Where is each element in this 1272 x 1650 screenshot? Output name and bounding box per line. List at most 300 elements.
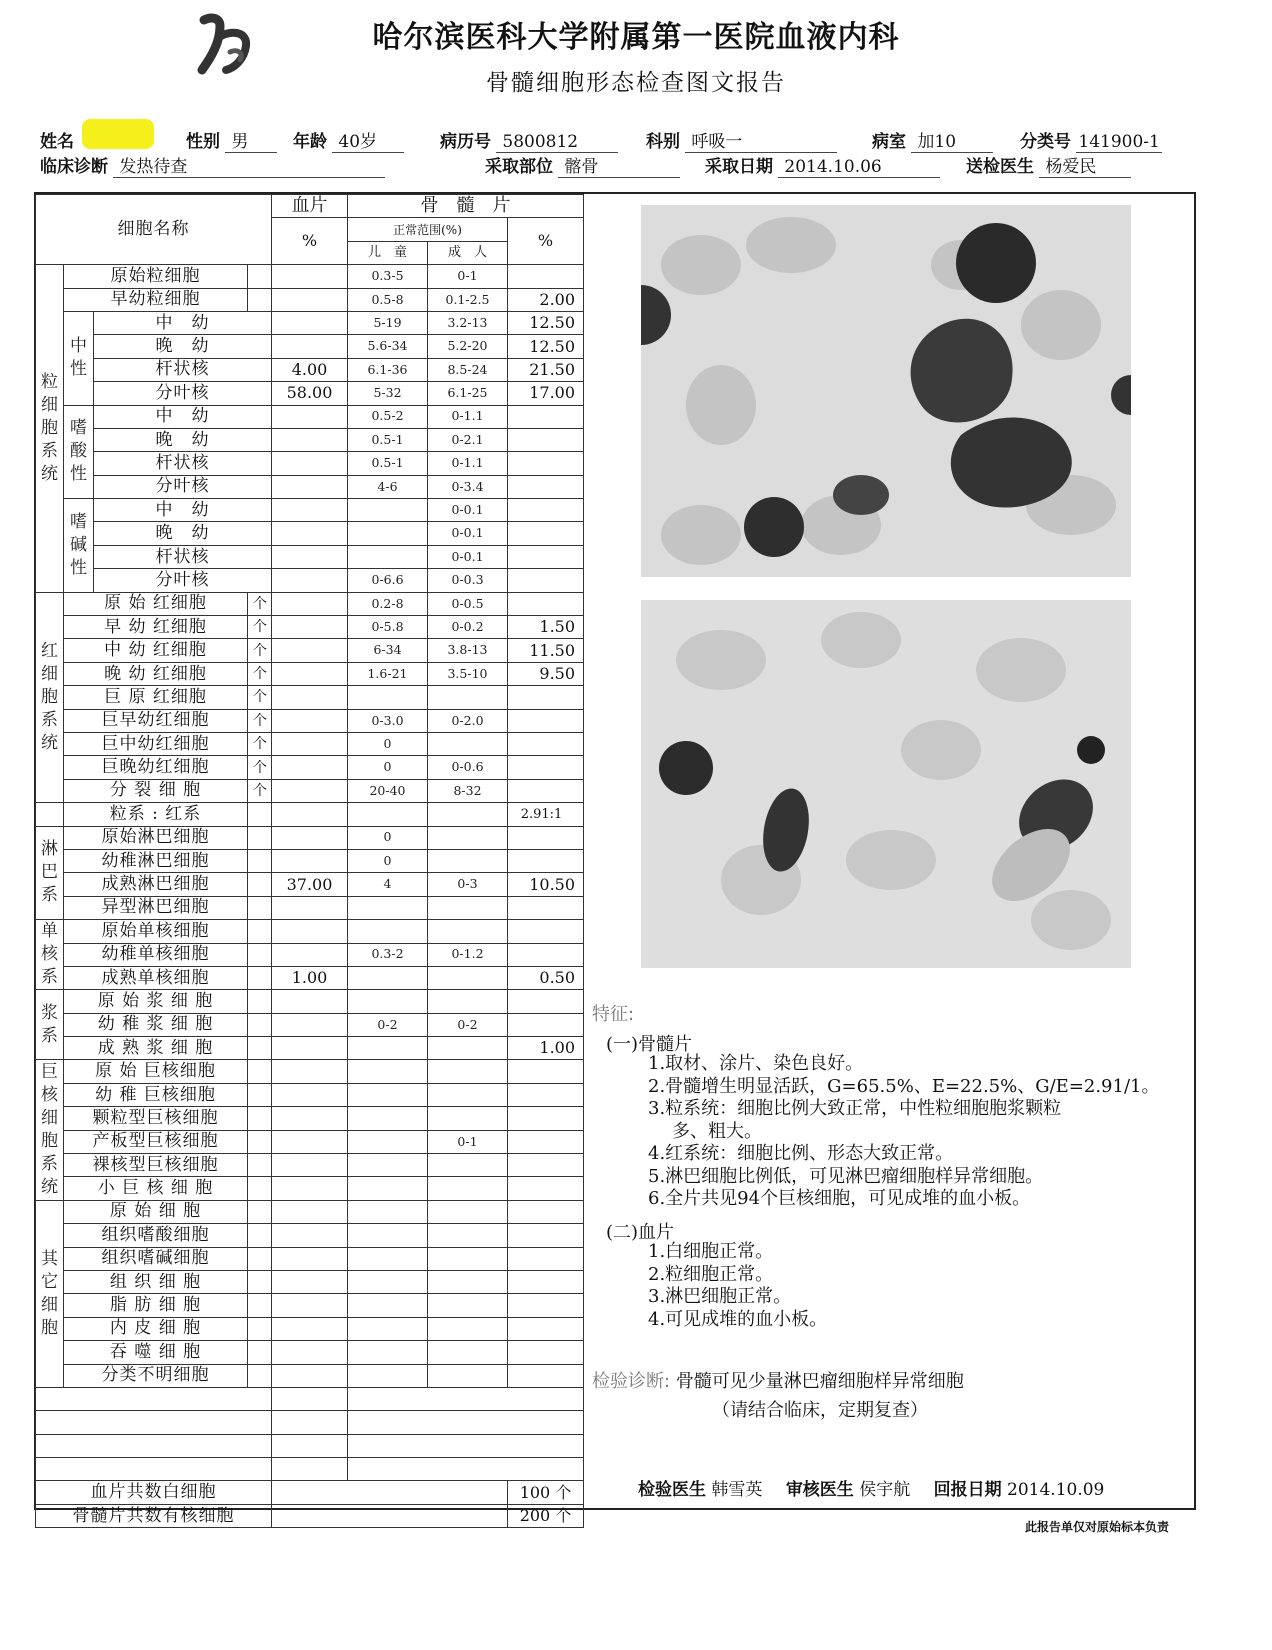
table-row bbox=[36, 1294, 584, 1317]
unit-cell bbox=[248, 966, 272, 989]
site-field bbox=[485, 152, 680, 178]
normal-adult: 0-1 bbox=[428, 265, 508, 288]
marrow-pct bbox=[508, 1294, 584, 1317]
table-row bbox=[36, 1224, 584, 1247]
normal-adult: 0-1.2 bbox=[428, 943, 508, 966]
unit-cell: 个 bbox=[248, 616, 272, 639]
normal-child: 5.6-34 bbox=[348, 335, 428, 358]
normal-adult bbox=[428, 966, 508, 989]
normal-adult bbox=[428, 826, 508, 849]
marrow-pct bbox=[508, 405, 584, 428]
table-row bbox=[36, 499, 584, 522]
table-row bbox=[36, 1037, 584, 1060]
unit-cell: 个 bbox=[248, 662, 272, 685]
cell-name: 原始单核细胞 bbox=[64, 920, 248, 943]
ward-label: 病室 bbox=[872, 132, 906, 152]
marrow-pct: 0.50 bbox=[508, 966, 584, 989]
table-row bbox=[36, 616, 584, 639]
table-row bbox=[36, 569, 584, 592]
blood-pct bbox=[272, 428, 348, 451]
cell-name: 晚 幼 bbox=[94, 428, 272, 451]
table-row bbox=[36, 990, 584, 1013]
table-row bbox=[36, 920, 584, 943]
class-value: 141900-1 bbox=[1078, 132, 1160, 152]
marrow-pct bbox=[508, 896, 584, 919]
normal-child bbox=[348, 1270, 428, 1293]
normal-child: 0.5-1 bbox=[348, 452, 428, 475]
cell-name: 杆状核 bbox=[94, 452, 272, 475]
table-row bbox=[36, 592, 584, 615]
subgroup-label: 嗜 酸 性 bbox=[64, 405, 94, 499]
table-row bbox=[36, 779, 584, 802]
marrow-pct bbox=[508, 499, 584, 522]
normal-adult bbox=[428, 1247, 508, 1270]
marrow-pct bbox=[508, 686, 584, 709]
normal-adult bbox=[428, 1177, 508, 1200]
normal-child: 5-19 bbox=[348, 311, 428, 334]
cell-name: 内 皮 细 胞 bbox=[64, 1317, 248, 1340]
cell-name: 产板型巨核细胞 bbox=[64, 1130, 248, 1153]
marrow-pct bbox=[508, 1154, 584, 1177]
ward-field bbox=[872, 127, 993, 153]
normal-adult bbox=[428, 1037, 508, 1060]
normal-child: 20-40 bbox=[348, 779, 428, 802]
section-blood-title: (二)血片 bbox=[606, 1222, 675, 1243]
blood-pct bbox=[272, 288, 348, 311]
normal-child bbox=[348, 1364, 428, 1387]
normal-adult: 8.5-24 bbox=[428, 358, 508, 381]
normal-child: 4-6 bbox=[348, 475, 428, 498]
cell-name: 组织嗜碱细胞 bbox=[64, 1247, 248, 1270]
blood-pct bbox=[272, 1013, 348, 1036]
report-date-value: 2014.10.09 bbox=[1007, 1480, 1105, 1500]
normal-adult: 0-1 bbox=[428, 1130, 508, 1153]
unit-cell bbox=[248, 849, 272, 872]
blood-pct bbox=[272, 475, 348, 498]
table-row bbox=[36, 1177, 584, 1200]
normal-adult: 0-0.3 bbox=[428, 569, 508, 592]
unit-cell bbox=[248, 826, 272, 849]
doctor-field bbox=[966, 152, 1131, 178]
blood-pct bbox=[272, 1294, 348, 1317]
blood-pct bbox=[272, 1107, 348, 1130]
normal-child: 0 bbox=[348, 732, 428, 755]
normal-adult: 0-0.6 bbox=[428, 756, 508, 779]
normal-child: 0.3-5 bbox=[348, 265, 428, 288]
cell-name: 中 幼 bbox=[94, 311, 272, 334]
gender-value: 男 bbox=[225, 127, 277, 153]
blood-pct bbox=[272, 803, 348, 826]
table-row bbox=[36, 756, 584, 779]
normal-child bbox=[348, 990, 428, 1013]
subgroup-label: 嗜 碱 性 bbox=[64, 499, 94, 593]
blood-pct bbox=[272, 1200, 348, 1223]
finding-item: 3.淋巴细胞正常。 bbox=[648, 1286, 792, 1307]
cell-name: 晚 幼 bbox=[94, 522, 272, 545]
normal-child: 6-34 bbox=[348, 639, 428, 662]
doctor-label: 送检医生 bbox=[966, 157, 1034, 177]
total-marrow-value: 200 个 bbox=[508, 1504, 584, 1527]
blood-pct bbox=[272, 990, 348, 1013]
cell-name: 颗粒型巨核细胞 bbox=[64, 1107, 248, 1130]
col-header-blood: 血片 bbox=[272, 195, 348, 218]
table-row bbox=[36, 1364, 584, 1387]
normal-child: 0-2 bbox=[348, 1013, 428, 1036]
table-row bbox=[36, 288, 584, 311]
normal-adult: 0.1-2.5 bbox=[428, 288, 508, 311]
finding-item: 2.骨髓增生明显活跃，G=65.5%、E=22.5%、G/E=2.91/1。 bbox=[648, 1075, 1160, 1097]
finding-item: 5.淋巴细胞比例低，可见淋巴瘤细胞样异常细胞。 bbox=[648, 1165, 1044, 1187]
cell-name: 晚 幼 bbox=[94, 335, 272, 358]
cell-name: 原始粒细胞 bbox=[64, 265, 248, 288]
table-row bbox=[36, 966, 584, 989]
marrow-pct bbox=[508, 1317, 584, 1340]
marrow-pct bbox=[508, 826, 584, 849]
unit-cell: 个 bbox=[248, 639, 272, 662]
marrow-pct bbox=[508, 1224, 584, 1247]
normal-adult: 3.2-13 bbox=[428, 311, 508, 334]
unit-cell: 个 bbox=[248, 709, 272, 732]
marrow-pct bbox=[508, 1270, 584, 1293]
table-row bbox=[36, 873, 584, 896]
normal-child bbox=[348, 1177, 428, 1200]
table-row bbox=[36, 452, 584, 475]
marrow-pct: 17.00 bbox=[508, 382, 584, 405]
group-label: 红 细 胞 系 统 bbox=[36, 592, 64, 803]
marrow-pct bbox=[508, 265, 584, 288]
normal-child: 0.3-2 bbox=[348, 943, 428, 966]
features-label: 特征: bbox=[592, 1004, 635, 1025]
marrow-pct bbox=[508, 569, 584, 592]
group-label: 巨 核 细 胞 系 统 bbox=[36, 1060, 64, 1200]
blood-pct bbox=[272, 1247, 348, 1270]
diagnosis-conclusion-label: 检验诊断: bbox=[592, 1371, 671, 1392]
blood-pct bbox=[272, 616, 348, 639]
table-row bbox=[36, 732, 584, 755]
cell-name: 组织嗜酸细胞 bbox=[64, 1224, 248, 1247]
unit-cell bbox=[248, 1154, 272, 1177]
normal-adult: 3.8-13 bbox=[428, 639, 508, 662]
col-header-normal: 正常范围(%) bbox=[348, 218, 508, 241]
diagnosis-value: 发热待查 bbox=[113, 152, 385, 178]
blood-pct bbox=[272, 405, 348, 428]
marrow-pct bbox=[508, 452, 584, 475]
cell-name: 分叶核 bbox=[94, 475, 272, 498]
cell-name: 分 裂 细 胞 bbox=[64, 779, 248, 802]
table-row bbox=[36, 686, 584, 709]
normal-adult bbox=[428, 1294, 508, 1317]
marrow-pct bbox=[508, 1107, 584, 1130]
finding-item: 2.粒细胞正常。 bbox=[648, 1263, 774, 1285]
table-row bbox=[36, 358, 584, 381]
blood-pct bbox=[272, 639, 348, 662]
normal-adult: 0-0.5 bbox=[428, 592, 508, 615]
cell-name: 原 始 细 胞 bbox=[64, 1200, 248, 1223]
finding-item: 多、粗大。 bbox=[672, 1120, 762, 1142]
marrow-pct: 1.00 bbox=[508, 1037, 584, 1060]
cell-name: 异型淋巴细胞 bbox=[64, 896, 248, 919]
normal-adult bbox=[428, 1060, 508, 1083]
unit-cell: 个 bbox=[248, 756, 272, 779]
cell-name: 巨晚幼红细胞 bbox=[64, 756, 248, 779]
table-row bbox=[36, 803, 584, 826]
blood-pct bbox=[272, 709, 348, 732]
marrow-pct bbox=[508, 849, 584, 872]
marrow-pct bbox=[508, 1177, 584, 1200]
finding-item: 3.粒系统：细胞比例大致正常，中性粒细胞胞浆颗粒 bbox=[648, 1098, 1062, 1119]
marrow-findings bbox=[648, 1053, 1159, 1211]
unit-cell bbox=[248, 1224, 272, 1247]
blood-pct bbox=[272, 311, 348, 334]
normal-child bbox=[348, 1130, 428, 1153]
normal-adult: 0-1.1 bbox=[428, 452, 508, 475]
normal-adult bbox=[428, 1317, 508, 1340]
normal-child bbox=[348, 1247, 428, 1270]
dept-field bbox=[646, 127, 837, 153]
unit-cell bbox=[248, 1083, 272, 1106]
table-row bbox=[36, 1060, 584, 1083]
normal-child: 0 bbox=[348, 849, 428, 872]
micrograph-1 bbox=[641, 205, 1131, 577]
cell-name: 粒系 : 红系 bbox=[64, 803, 248, 826]
table-row bbox=[36, 826, 584, 849]
signature-row bbox=[638, 1475, 1104, 1500]
normal-child: 0.5-1 bbox=[348, 428, 428, 451]
table-row bbox=[36, 428, 584, 451]
normal-adult bbox=[428, 896, 508, 919]
marrow-pct: 2.91:1 bbox=[508, 803, 584, 826]
normal-adult bbox=[428, 1200, 508, 1223]
marrow-pct bbox=[508, 1364, 584, 1387]
cell-name: 分叶核 bbox=[94, 569, 272, 592]
normal-adult bbox=[428, 686, 508, 709]
blood-pct bbox=[272, 265, 348, 288]
cell-name: 幼稚淋巴细胞 bbox=[64, 849, 248, 872]
blood-pct: 58.00 bbox=[272, 382, 348, 405]
unit-cell bbox=[248, 1037, 272, 1060]
table-row bbox=[36, 662, 584, 685]
normal-adult bbox=[428, 1364, 508, 1387]
marrow-pct bbox=[508, 990, 584, 1013]
record-label: 病历号 bbox=[440, 132, 491, 152]
unit-cell bbox=[248, 1317, 272, 1340]
normal-child: 0-3.0 bbox=[348, 709, 428, 732]
normal-adult bbox=[428, 849, 508, 872]
unit-cell bbox=[248, 1107, 272, 1130]
table-row bbox=[36, 849, 584, 872]
cell-name: 早 幼 红细胞 bbox=[64, 616, 248, 639]
normal-adult: 3.5-10 bbox=[428, 662, 508, 685]
cell-name: 幼 稚 浆 细 胞 bbox=[64, 1013, 248, 1036]
unit-cell bbox=[248, 943, 272, 966]
marrow-pct: 11.50 bbox=[508, 639, 584, 662]
date-value: 2014.10.06 bbox=[778, 157, 940, 178]
marrow-pct bbox=[508, 1060, 584, 1083]
normal-child bbox=[348, 896, 428, 919]
normal-adult bbox=[428, 1224, 508, 1247]
cell-name: 中 幼 bbox=[94, 405, 272, 428]
normal-child bbox=[348, 1037, 428, 1060]
cell-name: 原 始 浆 细 胞 bbox=[64, 990, 248, 1013]
normal-adult bbox=[428, 732, 508, 755]
col-header-marrow: 骨 髓 片 bbox=[348, 195, 584, 218]
blood-pct bbox=[272, 1270, 348, 1293]
normal-child: 0.2-8 bbox=[348, 592, 428, 615]
table-row bbox=[36, 1270, 584, 1293]
blood-pct: 37.00 bbox=[272, 873, 348, 896]
examiner-value: 韩雪英 bbox=[711, 1480, 763, 1500]
table-row bbox=[36, 1200, 584, 1223]
record-value: 5800812 bbox=[496, 132, 618, 153]
finding-item: 1.白细胞正常。 bbox=[648, 1241, 774, 1262]
record-field bbox=[440, 127, 618, 153]
blood-pct bbox=[272, 499, 348, 522]
cell-name: 中 幼 红细胞 bbox=[64, 639, 248, 662]
normal-child bbox=[348, 966, 428, 989]
normal-child bbox=[348, 1083, 428, 1106]
finding-item: 1.取材、涂片、染色良好。 bbox=[648, 1053, 864, 1074]
normal-child: 0.5-2 bbox=[348, 405, 428, 428]
blood-pct bbox=[272, 1317, 348, 1340]
marrow-pct bbox=[508, 1247, 584, 1270]
class-field bbox=[1020, 127, 1162, 153]
cell-name: 吞 噬 细 胞 bbox=[64, 1341, 248, 1364]
table-row bbox=[36, 335, 584, 358]
table-row bbox=[36, 1083, 584, 1106]
normal-adult bbox=[428, 1341, 508, 1364]
finding-item: 6.全片共见94个巨核细胞，可见成堆的血小板。 bbox=[648, 1188, 1031, 1209]
cell-name: 分类不明细胞 bbox=[64, 1364, 248, 1387]
cell-name: 成 熟 浆 细 胞 bbox=[64, 1037, 248, 1060]
unit-cell bbox=[248, 1130, 272, 1153]
blood-pct bbox=[272, 756, 348, 779]
table-row bbox=[36, 1013, 584, 1036]
marrow-pct: 12.50 bbox=[508, 311, 584, 334]
site-label: 采取部位 bbox=[485, 157, 553, 177]
marrow-pct: 9.50 bbox=[508, 662, 584, 685]
col-header-blood-pct: % bbox=[272, 218, 348, 265]
blood-pct bbox=[272, 592, 348, 615]
normal-adult bbox=[428, 990, 508, 1013]
unit-cell bbox=[248, 1364, 272, 1387]
marrow-pct bbox=[508, 943, 584, 966]
group-label: 其 它 细 胞 bbox=[36, 1200, 64, 1387]
blood-pct bbox=[272, 826, 348, 849]
normal-child bbox=[348, 1200, 428, 1223]
diagnosis-field bbox=[40, 152, 385, 178]
blood-pct bbox=[272, 335, 348, 358]
normal-adult: 0-2.1 bbox=[428, 428, 508, 451]
unit-cell bbox=[248, 920, 272, 943]
cell-name: 幼稚单核细胞 bbox=[64, 943, 248, 966]
unit-cell bbox=[248, 1270, 272, 1293]
normal-adult: 5.2-20 bbox=[428, 335, 508, 358]
total-blood-value: 100 个 bbox=[508, 1481, 584, 1504]
cell-name: 早幼粒细胞 bbox=[64, 288, 248, 311]
marrow-pct: 10.50 bbox=[508, 873, 584, 896]
blood-pct bbox=[272, 896, 348, 919]
cell-name: 成熟单核细胞 bbox=[64, 966, 248, 989]
unit-cell bbox=[248, 288, 272, 311]
normal-child: 0.5-8 bbox=[348, 288, 428, 311]
col-header-adult: 成 人 bbox=[428, 241, 508, 264]
unit-cell bbox=[248, 1060, 272, 1083]
total-blood-label: 血片共数白细胞 bbox=[36, 1481, 272, 1504]
doctor-value: 杨爱民 bbox=[1039, 152, 1131, 178]
normal-adult bbox=[428, 1270, 508, 1293]
examiner-label: 检验医生 bbox=[638, 1480, 706, 1500]
age-label: 年龄 bbox=[293, 132, 327, 152]
unit-cell bbox=[248, 896, 272, 919]
report-subtitle: 骨髓细胞形态检查图文报告 bbox=[486, 70, 786, 96]
normal-child: 0-5.8 bbox=[348, 616, 428, 639]
blood-pct bbox=[272, 1341, 348, 1364]
reviewer-value: 侯宇航 bbox=[859, 1480, 911, 1500]
marrow-pct bbox=[508, 920, 584, 943]
report-title: 哈尔滨医科大学附属第一医院血液内科 bbox=[372, 20, 900, 55]
normal-child: 1.6-21 bbox=[348, 662, 428, 685]
total-marrow-label: 骨髓片共数有核细胞 bbox=[36, 1504, 272, 1527]
blood-pct bbox=[272, 849, 348, 872]
normal-child bbox=[348, 522, 428, 545]
blood-pct bbox=[272, 686, 348, 709]
normal-adult bbox=[428, 1083, 508, 1106]
blood-pct bbox=[272, 732, 348, 755]
normal-child bbox=[348, 545, 428, 568]
cell-name: 原 始 巨核细胞 bbox=[64, 1060, 248, 1083]
site-value: 髂骨 bbox=[558, 152, 680, 178]
normal-child: 0 bbox=[348, 826, 428, 849]
table-row bbox=[36, 1317, 584, 1340]
unit-cell bbox=[248, 265, 272, 288]
normal-child bbox=[348, 1060, 428, 1083]
footer-note: 此报告单仅对原始标本负责 bbox=[1025, 1520, 1170, 1534]
unit-cell: 个 bbox=[248, 732, 272, 755]
group-label: 浆 系 bbox=[36, 990, 64, 1060]
normal-adult: 0-0.1 bbox=[428, 522, 508, 545]
cell-name: 巨早幼红细胞 bbox=[64, 709, 248, 732]
marrow-pct bbox=[508, 1200, 584, 1223]
group-label: 淋 巴 系 bbox=[36, 826, 64, 920]
cell-name: 幼 稚 巨核细胞 bbox=[64, 1083, 248, 1106]
blood-pct bbox=[272, 1224, 348, 1247]
marrow-pct bbox=[508, 732, 584, 755]
table-row bbox=[36, 265, 584, 288]
unit-cell bbox=[248, 1341, 272, 1364]
cell-name: 巨 原 红细胞 bbox=[64, 686, 248, 709]
group-label: 单 核 系 bbox=[36, 920, 64, 990]
cell-name: 原始淋巴细胞 bbox=[64, 826, 248, 849]
normal-child bbox=[348, 686, 428, 709]
group-label: 粒 细 胞 系 统 bbox=[36, 265, 64, 592]
finding-item: 4.红系统：细胞比例、形态大致正常。 bbox=[648, 1143, 954, 1164]
cell-name: 巨中幼红细胞 bbox=[64, 732, 248, 755]
blood-findings bbox=[648, 1241, 827, 1331]
col-header-name: 细胞名称 bbox=[36, 195, 272, 265]
marrow-pct bbox=[508, 1013, 584, 1036]
marrow-pct bbox=[508, 522, 584, 545]
normal-child bbox=[348, 1107, 428, 1130]
blood-pct bbox=[272, 1083, 348, 1106]
marrow-pct bbox=[508, 779, 584, 802]
blood-pct bbox=[272, 1060, 348, 1083]
cell-name: 小 巨 核 细 胞 bbox=[64, 1177, 248, 1200]
table-row bbox=[36, 522, 584, 545]
table-row bbox=[36, 1154, 584, 1177]
normal-adult bbox=[428, 920, 508, 943]
table-row bbox=[36, 639, 584, 662]
redaction-mark bbox=[82, 119, 154, 149]
